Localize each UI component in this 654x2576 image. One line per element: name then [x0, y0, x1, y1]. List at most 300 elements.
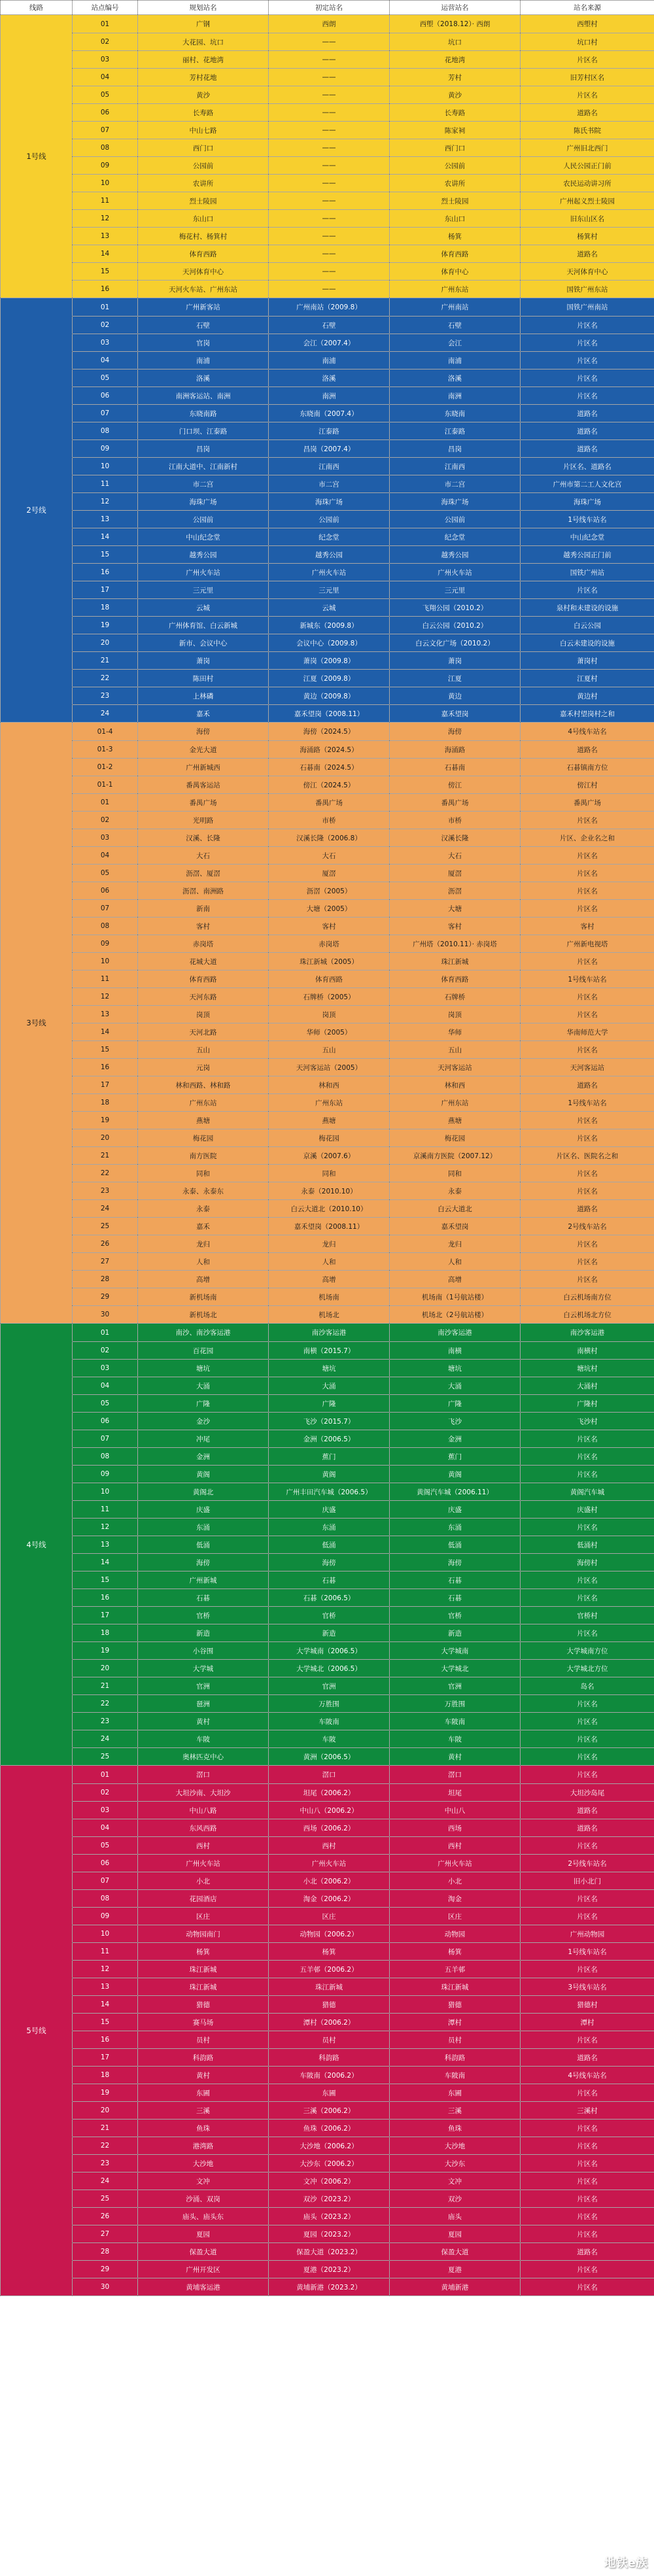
name-source-cell: 广州新电视塔	[521, 935, 654, 953]
station-code-cell: 01-1	[73, 776, 138, 794]
line-label: 3号线	[1, 723, 73, 1324]
initial-name-cell: 同和	[269, 1165, 390, 1182]
initial-name-cell: 海傍（2024.5）	[269, 723, 390, 741]
table-row	[1, 139, 654, 157]
initial-name-cell: 大石	[269, 847, 390, 865]
planned-name-cell: 石壁	[138, 317, 269, 334]
operating-name-cell: 海傍	[390, 723, 521, 741]
station-code-cell: 28	[73, 1271, 138, 1288]
table-row	[1, 599, 654, 617]
operating-name-cell: 广州南站	[390, 298, 521, 317]
name-source-cell: 片区名	[521, 1430, 654, 1448]
operating-name-cell: 白云公园（2010.2）	[390, 617, 521, 634]
planned-name-cell: 官岗	[138, 334, 269, 352]
table-row	[1, 634, 654, 652]
operating-name-cell: 同和	[390, 1165, 521, 1182]
planned-name-cell: 烈士陵园	[138, 192, 269, 210]
table-row	[1, 1112, 654, 1129]
station-code-cell: 30	[73, 2278, 138, 2296]
operating-name-cell: 中山八	[390, 1802, 521, 1819]
planned-name-cell: 体育西路	[138, 970, 269, 988]
operating-name-cell: 庆盛	[390, 1501, 521, 1519]
table-row	[1, 1023, 654, 1041]
planned-name-cell: 官桥	[138, 1607, 269, 1624]
operating-name-cell: 洛溪	[390, 369, 521, 387]
table-row	[1, 2049, 654, 2067]
planned-name-cell: 东风西路	[138, 1819, 269, 1837]
planned-name-cell: 永泰、永泰东	[138, 1182, 269, 1200]
name-source-cell: 道路名	[521, 2243, 654, 2261]
station-code-cell: 07	[73, 1872, 138, 1890]
table-row	[1, 1182, 654, 1200]
table-row	[1, 935, 654, 953]
table-row	[1, 1395, 654, 1413]
table-row	[1, 988, 654, 1006]
table-row	[1, 1342, 654, 1360]
name-source-cell: 片区名	[521, 1235, 654, 1253]
name-source-cell: 片区名	[521, 1112, 654, 1129]
table-row	[1, 1271, 654, 1288]
table-row	[1, 1147, 654, 1165]
station-code-cell: 16	[73, 1059, 138, 1076]
table-row	[1, 970, 654, 988]
station-code-cell: 21	[73, 1677, 138, 1695]
station-code-cell: 22	[73, 1695, 138, 1713]
planned-name-cell: 广州开发区	[138, 2261, 269, 2278]
planned-name-cell: 昌岗	[138, 440, 269, 458]
station-code-cell: 25	[73, 1748, 138, 1766]
planned-name-cell: 西门口	[138, 139, 269, 157]
planned-name-cell: 东涌	[138, 1519, 269, 1536]
planned-name-cell: 广州火车站	[138, 1855, 269, 1872]
planned-name-cell: 岗顶	[138, 1006, 269, 1023]
table-row	[1, 2102, 654, 2120]
initial-name-cell: 江夏（2009.8）	[269, 670, 390, 687]
table-row	[1, 1129, 654, 1147]
initial-name-cell: 动物园（2006.2）	[269, 1925, 390, 1943]
name-source-cell: 片区名	[521, 900, 654, 918]
initial-name-cell: 车陂	[269, 1730, 390, 1748]
initial-name-cell: 科韵路	[269, 2049, 390, 2067]
table-row	[1, 1624, 654, 1642]
station-code-cell: 04	[73, 847, 138, 865]
initial-name-cell: ——	[269, 69, 390, 86]
operating-name-cell: 东圃	[390, 2084, 521, 2102]
initial-name-cell: 客村	[269, 918, 390, 935]
table-row	[1, 1943, 654, 1961]
operating-name-cell: 大塘	[390, 900, 521, 918]
header-station-code: 站点编号	[73, 1, 138, 15]
initial-name-cell: 机场南	[269, 1288, 390, 1306]
operating-name-cell: 萧岗	[390, 652, 521, 670]
operating-name-cell: 科韵路	[390, 2049, 521, 2067]
initial-name-cell: 三元里	[269, 581, 390, 599]
name-source-cell: 片区名	[521, 988, 654, 1006]
initial-name-cell: 员村	[269, 2031, 390, 2049]
table-row	[1, 581, 654, 599]
line-label: 5号线	[1, 1766, 73, 2296]
table-row	[1, 334, 654, 352]
table-row	[1, 15, 654, 33]
operating-name-cell: 坑口	[390, 33, 521, 51]
table-row	[1, 2014, 654, 2031]
station-code-cell: 02	[73, 812, 138, 829]
table-row	[1, 1677, 654, 1695]
initial-name-cell: 东涌	[269, 1519, 390, 1536]
initial-name-cell: 西场（2006.2）	[269, 1819, 390, 1837]
operating-name-cell: 蕉门	[390, 1448, 521, 1466]
planned-name-cell: 农讲所	[138, 175, 269, 192]
planned-name-cell: 中山八路	[138, 1802, 269, 1819]
operating-name-cell: 夏港	[390, 2261, 521, 2278]
name-source-cell: 片区名	[521, 1695, 654, 1713]
name-source-cell: 片区名	[521, 2172, 654, 2190]
planned-name-cell: 长寿路	[138, 104, 269, 122]
planned-name-cell: 区庄	[138, 1908, 269, 1925]
name-source-cell: 片区名	[521, 1908, 654, 1925]
name-source-cell: 片区名	[521, 865, 654, 882]
name-source-cell: 南沙客运港	[521, 1324, 654, 1342]
name-source-cell: 片区名	[521, 1713, 654, 1730]
table-row	[1, 687, 654, 705]
operating-name-cell: 石碁南	[390, 759, 521, 776]
station-code-cell: 15	[73, 2014, 138, 2031]
name-source-cell: 国铁广州站	[521, 564, 654, 581]
table-row	[1, 1837, 654, 1855]
header-initial-name: 初定站名	[269, 1, 390, 15]
planned-name-cell: 嘉禾	[138, 705, 269, 723]
initial-name-cell: 五山	[269, 1041, 390, 1059]
planned-name-cell: 客村	[138, 918, 269, 935]
planned-name-cell: 新市、会议中心	[138, 634, 269, 652]
station-code-cell: 03	[73, 1802, 138, 1819]
initial-name-cell: 飞沙（2015.7）	[269, 1413, 390, 1430]
operating-name-cell: 员村	[390, 2031, 521, 2049]
planned-name-cell: 同和	[138, 1165, 269, 1182]
planned-name-cell: 南方医院	[138, 1147, 269, 1165]
name-source-cell: 片区名	[521, 1730, 654, 1748]
planned-name-cell: 赤岗塔	[138, 935, 269, 953]
operating-name-cell: 大沙东	[390, 2155, 521, 2172]
operating-name-cell: 海珠广场	[390, 493, 521, 511]
table-row	[1, 546, 654, 564]
station-code-cell: 10	[73, 1925, 138, 1943]
station-code-cell: 22	[73, 2137, 138, 2155]
station-code-cell: 05	[73, 865, 138, 882]
planned-name-cell: 琶洲	[138, 1695, 269, 1713]
name-source-cell: 海傍村	[521, 1554, 654, 1571]
table-row	[1, 1819, 654, 1837]
initial-name-cell: 庆盛	[269, 1501, 390, 1519]
planned-name-cell: 广州体育馆、白云新城	[138, 617, 269, 634]
table-row	[1, 953, 654, 970]
operating-name-cell: 夏园	[390, 2225, 521, 2243]
header-row	[1, 1, 654, 15]
station-code-cell: 24	[73, 1200, 138, 1218]
initial-name-cell: 石碁（2006.5）	[269, 1589, 390, 1607]
operating-name-cell: 海涌路	[390, 741, 521, 759]
table-row	[1, 475, 654, 493]
planned-name-cell: 萧岗	[138, 652, 269, 670]
station-code-cell: 23	[73, 687, 138, 705]
operating-name-cell: 市桥	[390, 812, 521, 829]
initial-name-cell: ——	[269, 245, 390, 263]
operating-name-cell: 东涌	[390, 1519, 521, 1536]
planned-name-cell: 元岗	[138, 1059, 269, 1076]
table-row	[1, 51, 654, 69]
planned-name-cell: 五山	[138, 1041, 269, 1059]
initial-name-cell: 大涌	[269, 1377, 390, 1395]
initial-name-cell: 永泰（2010.10）	[269, 1182, 390, 1200]
station-code-cell: 24	[73, 705, 138, 723]
name-source-cell: 广州旧北西门	[521, 139, 654, 157]
name-source-cell: 3号线车站名	[521, 1978, 654, 1996]
station-code-cell: 18	[73, 1094, 138, 1112]
planned-name-cell: 海傍	[138, 1554, 269, 1571]
table-row	[1, 1165, 654, 1182]
planned-name-cell: 永泰	[138, 1200, 269, 1218]
table-row	[1, 122, 654, 139]
name-source-cell: 岛名	[521, 1677, 654, 1695]
table-row	[1, 1660, 654, 1677]
operating-name-cell: 低涌	[390, 1536, 521, 1554]
table-row	[1, 2155, 654, 2172]
planned-name-cell: 东山口	[138, 210, 269, 228]
table-row	[1, 759, 654, 776]
station-code-cell: 20	[73, 1660, 138, 1677]
station-code-cell: 09	[73, 935, 138, 953]
planned-name-cell: 黄阁	[138, 1466, 269, 1483]
initial-name-cell: 大学城南（2006.5）	[269, 1642, 390, 1660]
station-code-cell: 01	[73, 15, 138, 33]
table-row	[1, 776, 654, 794]
table-row	[1, 1748, 654, 1766]
initial-name-cell: 保盈大道（2023.2）	[269, 2243, 390, 2261]
name-source-cell: 客村	[521, 918, 654, 935]
name-source-cell: 片区名	[521, 1748, 654, 1766]
operating-name-cell: 万胜围	[390, 1695, 521, 1713]
name-source-cell: 片区名	[521, 581, 654, 599]
name-source-cell: 傍江村	[521, 776, 654, 794]
initial-name-cell: 坦尾（2006.2）	[269, 1784, 390, 1802]
station-code-cell: 05	[73, 1395, 138, 1413]
table-row	[1, 1890, 654, 1908]
planned-name-cell: 越秀公园	[138, 546, 269, 564]
initial-name-cell: 傍江（2024.5）	[269, 776, 390, 794]
station-code-cell: 29	[73, 2261, 138, 2278]
operating-name-cell: 黄阁汽车城（2006.11）	[390, 1483, 521, 1501]
name-source-cell: 道路名	[521, 405, 654, 422]
table-row	[1, 1360, 654, 1377]
table-row	[1, 69, 654, 86]
operating-name-cell: 公园前	[390, 511, 521, 528]
station-code-cell: 18	[73, 2067, 138, 2084]
station-code-cell: 16	[73, 281, 138, 298]
initial-name-cell: 嘉禾望岗（2008.11）	[269, 1218, 390, 1235]
operating-name-cell: 大沙地	[390, 2137, 521, 2155]
planned-name-cell: 江南大道中、江南新村	[138, 458, 269, 475]
initial-name-cell: 机场北	[269, 1306, 390, 1324]
station-code-cell: 27	[73, 2225, 138, 2243]
station-code-cell: 06	[73, 387, 138, 405]
initial-name-cell: 越秀公园	[269, 546, 390, 564]
station-code-cell: 01-4	[73, 723, 138, 741]
name-source-cell: 越秀公园正门前	[521, 546, 654, 564]
operating-name-cell: 西村	[390, 1837, 521, 1855]
planned-name-cell: 员村	[138, 2031, 269, 2049]
table-row	[1, 2190, 654, 2208]
table-row	[1, 1695, 654, 1713]
planned-name-cell: 梅花村、杨箕村	[138, 228, 269, 245]
operating-name-cell: 黄埔新港	[390, 2278, 521, 2296]
initial-name-cell: 五羊邨（2006.2）	[269, 1961, 390, 1978]
planned-name-cell: 汉溪、长隆	[138, 829, 269, 847]
initial-name-cell: 猎德	[269, 1996, 390, 2014]
operating-name-cell: 龙归	[390, 1235, 521, 1253]
operating-name-cell: 潭村	[390, 2014, 521, 2031]
table-row	[1, 440, 654, 458]
planned-name-cell: 赛马场	[138, 2014, 269, 2031]
station-code-cell: 19	[73, 2084, 138, 2102]
name-source-cell: 三溪村	[521, 2102, 654, 2120]
planned-name-cell: 沙涌、双岗	[138, 2190, 269, 2208]
table-row	[1, 1501, 654, 1519]
header-name-source: 站名来源	[521, 1, 654, 15]
table-row	[1, 1041, 654, 1059]
initial-name-cell: 石壁	[269, 317, 390, 334]
station-code-cell: 11	[73, 475, 138, 493]
table-row	[1, 1288, 654, 1306]
planned-name-cell: 花城大道	[138, 953, 269, 970]
planned-name-cell: 洛溪	[138, 369, 269, 387]
table-row	[1, 104, 654, 122]
initial-name-cell: 高增	[269, 1271, 390, 1288]
operating-name-cell: 大石	[390, 847, 521, 865]
name-source-cell: 片区名	[521, 1466, 654, 1483]
station-code-cell: 12	[73, 210, 138, 228]
name-source-cell: 道路名	[521, 422, 654, 440]
table-row	[1, 564, 654, 581]
planned-name-cell: 新造	[138, 1624, 269, 1642]
name-source-cell: 白云未建设的设施	[521, 634, 654, 652]
station-code-cell: 30	[73, 1306, 138, 1324]
planned-name-cell: 黄埔客运港	[138, 2278, 269, 2296]
station-code-cell: 10	[73, 953, 138, 970]
operating-name-cell: 人和	[390, 1253, 521, 1271]
table-row	[1, 1730, 654, 1748]
table-row	[1, 2172, 654, 2190]
operating-name-cell: 芳村	[390, 69, 521, 86]
initial-name-cell: 金洲（2006.5）	[269, 1430, 390, 1448]
header-planned-name: 规划站名	[138, 1, 269, 15]
initial-name-cell: 华师（2005）	[269, 1023, 390, 1041]
planned-name-cell: 门口坝、江泰路	[138, 422, 269, 440]
station-code-cell: 02	[73, 33, 138, 51]
initial-name-cell: 黄阁	[269, 1466, 390, 1483]
operating-name-cell: 鱼珠	[390, 2120, 521, 2137]
operating-name-cell: 珠江新城	[390, 953, 521, 970]
station-code-cell: 15	[73, 1571, 138, 1589]
station-code-cell: 22	[73, 1165, 138, 1182]
name-source-cell: 片区名	[521, 2208, 654, 2225]
initial-name-cell: 万胜围	[269, 1695, 390, 1713]
operating-name-cell: 长寿路	[390, 104, 521, 122]
station-code-cell: 09	[73, 1908, 138, 1925]
planned-name-cell: 沥滘、南洲路	[138, 882, 269, 900]
name-source-cell: 片区名、医院名之和	[521, 1147, 654, 1165]
operating-name-cell: 杨箕	[390, 228, 521, 245]
operating-name-cell: 塘坑	[390, 1360, 521, 1377]
station-code-cell: 06	[73, 1413, 138, 1430]
table-row	[1, 617, 654, 634]
initial-name-cell: 公园前	[269, 511, 390, 528]
initial-name-cell: 天河客运站（2005）	[269, 1059, 390, 1076]
station-code-cell: 18	[73, 1624, 138, 1642]
planned-name-cell: 文冲	[138, 2172, 269, 2190]
operating-name-cell: 黄沙	[390, 86, 521, 104]
name-source-cell: 片区名	[521, 1448, 654, 1466]
name-source-cell: 国铁广州东站	[521, 281, 654, 298]
station-code-cell: 08	[73, 1448, 138, 1466]
initial-name-cell: 龙归	[269, 1235, 390, 1253]
table-row	[1, 511, 654, 528]
station-code-cell: 13	[73, 1536, 138, 1554]
planned-name-cell: 东圃	[138, 2084, 269, 2102]
name-source-cell: 片区名	[521, 1837, 654, 1855]
station-code-cell: 03	[73, 334, 138, 352]
table-row	[1, 1925, 654, 1943]
station-code-cell: 12	[73, 988, 138, 1006]
table-row	[1, 1200, 654, 1218]
table-row	[1, 2120, 654, 2137]
table-row	[1, 847, 654, 865]
station-code-cell: 18	[73, 599, 138, 617]
planned-name-cell: 港湾路	[138, 2137, 269, 2155]
operating-name-cell: 广州火车站	[390, 1855, 521, 1872]
name-source-cell: 坑口村	[521, 33, 654, 51]
operating-name-cell: 花地湾	[390, 51, 521, 69]
table-row	[1, 1324, 654, 1342]
initial-name-cell: ——	[269, 175, 390, 192]
station-code-cell: 11	[73, 970, 138, 988]
name-source-cell: 片区名、道路名	[521, 458, 654, 475]
name-source-cell: 片区名	[521, 1961, 654, 1978]
station-code-cell: 12	[73, 1961, 138, 1978]
planned-name-cell: 广隆	[138, 1395, 269, 1413]
station-code-cell: 20	[73, 2102, 138, 2120]
planned-name-cell: 塘坑	[138, 1360, 269, 1377]
planned-name-cell: 车陂	[138, 1730, 269, 1748]
planned-name-cell: 新机场南	[138, 1288, 269, 1306]
table-row	[1, 369, 654, 387]
initial-name-cell: 会议中心（2009.8）	[269, 634, 390, 652]
station-code-cell: 23	[73, 1182, 138, 1200]
table-row	[1, 1571, 654, 1589]
table-row	[1, 652, 654, 670]
planned-name-cell: 云城	[138, 599, 269, 617]
name-source-cell: 片区名	[521, 2120, 654, 2137]
name-source-cell: 片区名	[521, 1624, 654, 1642]
table-row	[1, 1996, 654, 2014]
line-label: 2号线	[1, 298, 73, 723]
operating-name-cell: 西塱（2018.12）· 西朗	[390, 15, 521, 33]
name-source-cell: 大学城南方位	[521, 1642, 654, 1660]
table-row	[1, 2278, 654, 2296]
name-source-cell: 道路名	[521, 245, 654, 263]
planned-name-cell: 三溪	[138, 2102, 269, 2120]
header-operating-name: 运营站名	[390, 1, 521, 15]
station-code-cell: 07	[73, 900, 138, 918]
